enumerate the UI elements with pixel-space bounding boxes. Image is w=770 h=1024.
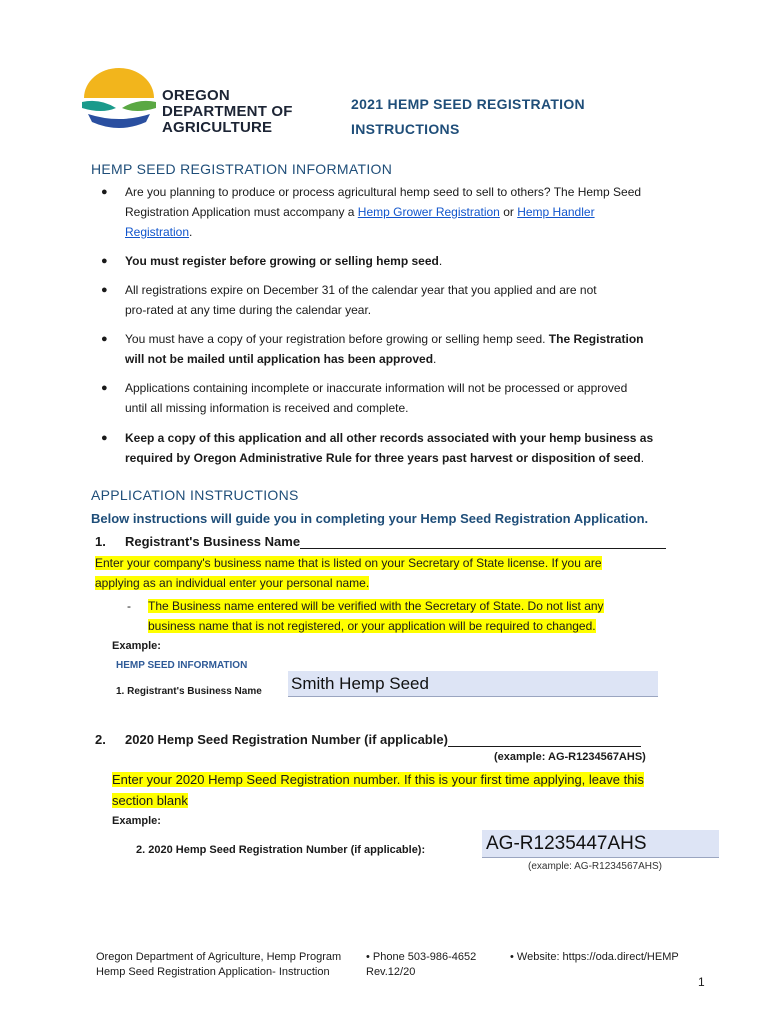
page-number: 1 [698, 975, 705, 989]
bullet-6-line-2 [125, 448, 725, 468]
bullet-6-text: required by Oregon Administrative Rule for three years past harvest or disposition of seed [125, 451, 641, 465]
org-name [162, 88, 293, 136]
footer-revision: Rev.12/20 [366, 966, 416, 978]
bullet-glyph: ● [101, 382, 108, 394]
bullet-3-line-2: pro-rated at any time during the calendar year. [125, 303, 372, 317]
footer-website: • Website: https://oda.direct/HEMP [510, 951, 679, 963]
bullet-4-text: You must have a copy of your registration before growing or selling hemp seed. [125, 332, 549, 346]
app-section-heading: APPLICATION INSTRUCTIONS [91, 487, 299, 503]
bullet-6-line-1: Keep a copy of this application and all other records associated with your hemp business as [125, 431, 654, 445]
item-1-subnote-line-2: business name that is not registered, or your application will be required to changed. [148, 619, 596, 633]
bullet-4-bold-2: will not be mailed until application has been approved [125, 352, 434, 366]
footer-phone: • Phone 503-986-4652 [366, 951, 477, 963]
bullet-glyph: ● [101, 333, 108, 345]
item-1-subnote-line-1: The Business name entered will be verified with the Secretary of State. Do not list any [148, 599, 604, 613]
item-2-highlight-line-2: section blank [112, 793, 188, 808]
info-section-heading: HEMP SEED REGISTRATION INFORMATION [91, 161, 393, 177]
example-field-2-hint: (example: AG-R1234567AHS) [528, 861, 662, 872]
bullet-glyph: ● [101, 255, 108, 267]
footer-col-3 [510, 950, 679, 965]
footer-doc-name: Hemp Seed Registration Application- Instruction [96, 966, 330, 978]
bullet-6-period: . [640, 451, 645, 465]
item-1-subnote [148, 596, 708, 636]
title-line-1: 2021 HEMP SEED REGISTRATION [351, 96, 585, 112]
bullet-glyph: ● [101, 432, 108, 444]
bullet-1-line-1: Are you planning to produce or process agricultural hemp seed to sell to others? The Hemp Seed [125, 185, 642, 199]
footer-col-2 [366, 950, 476, 980]
item-2-underline [448, 732, 641, 747]
example-form-heading: HEMP SEED INFORMATION [116, 660, 248, 671]
item-2-number: 2. [95, 732, 106, 747]
example-registration-number-field: AG-R1235447AHS [482, 830, 719, 858]
oda-logo [80, 68, 158, 134]
info-bullet-5 [101, 378, 725, 418]
item-2-example-label: Example: [112, 815, 161, 827]
footer-col-1 [96, 950, 341, 980]
item-1-underline [300, 534, 666, 549]
bullet-4-period: . [433, 352, 437, 366]
logo-water [88, 114, 150, 128]
logo-sun-arc [84, 68, 154, 98]
org-line-3: AGRICULTURE [162, 119, 273, 136]
example-field-1-label: 1. Registrant's Business Name [116, 686, 262, 697]
item-2-highlight-line-1: Enter your 2020 Hemp Seed Registration number. If this is your first time applying, leave this [112, 772, 644, 787]
title-line-2: INSTRUCTIONS [351, 121, 460, 137]
bullet-1-or: or [499, 205, 518, 219]
bullet-4-line-2 [125, 349, 725, 369]
hemp-handler-registration-link[interactable]: Hemp Handler [517, 205, 595, 219]
info-bullet-1 [101, 182, 725, 242]
bullet-glyph: ● [101, 284, 108, 296]
logo-leaf-right [122, 101, 156, 111]
document-title [351, 92, 585, 142]
info-bullet-3 [101, 280, 725, 320]
info-bullet-6 [101, 428, 725, 468]
item-2-heading [125, 732, 641, 747]
item-2-label: 2020 Hemp Seed Registration Number (if applicable) [125, 732, 448, 747]
bullet-5-line-1: Applications containing incomplete or inaccurate information will not be processed or approved [125, 381, 628, 395]
item-2-example-format: (example: AG-R1234567AHS) [494, 751, 646, 763]
item-1-highlight-line-2: applying as an individual enter your personal name. [95, 576, 370, 590]
bullet-1-line-3 [125, 222, 725, 242]
bullet-1-text: Registration Application must accompany a [125, 205, 358, 219]
example-business-name-field: Smith Hemp Seed [288, 671, 658, 697]
item-1-example-label: Example: [112, 640, 161, 652]
item-1-heading [125, 534, 666, 549]
item-1-highlight [95, 553, 695, 593]
logo-leaf-left [82, 101, 116, 111]
bullet-5-line-2: until all missing information is received and complete. [125, 401, 409, 415]
item-1-number: 1. [95, 534, 106, 549]
bullet-4-line-1 [125, 329, 725, 349]
app-section-subtitle: Below instructions will guide you in completing your Hemp Seed Registration Application. [91, 511, 649, 526]
org-line-1: OREGON [162, 87, 230, 104]
example-field-2-label: 2. 2020 Hemp Seed Registration Number (if applicable): [136, 844, 426, 856]
item-1-dash: - [127, 599, 131, 613]
bullet-3-line-1: All registrations expire on December 31 of the calendar year that you applied and are not [125, 283, 597, 297]
org-line-2: DEPARTMENT OF [162, 103, 293, 120]
item-1-highlight-line-1: Enter your company's business name that is listed on your Secretary of State license. If you are [95, 556, 602, 570]
bullet-2-period: . [438, 254, 443, 268]
info-bullet-4 [101, 329, 725, 369]
bullet-1-line-2 [125, 202, 725, 222]
info-bullet-2 [101, 251, 725, 271]
item-2-highlight [112, 769, 712, 811]
bullet-4-bold-1: The Registration [548, 332, 644, 346]
bullet-2-text: You must register before growing or selling hemp seed [125, 254, 439, 268]
item-1-label: Registrant's Business Name [125, 534, 301, 549]
hemp-grower-registration-link[interactable]: Hemp Grower Registration [357, 205, 500, 219]
bullet-glyph: ● [101, 186, 108, 198]
footer-dept-name: Oregon Department of Agriculture, Hemp Program [96, 951, 342, 963]
bullet-1-period: . [189, 225, 193, 239]
hemp-handler-registration-link-cont[interactable]: Registration [125, 225, 190, 239]
